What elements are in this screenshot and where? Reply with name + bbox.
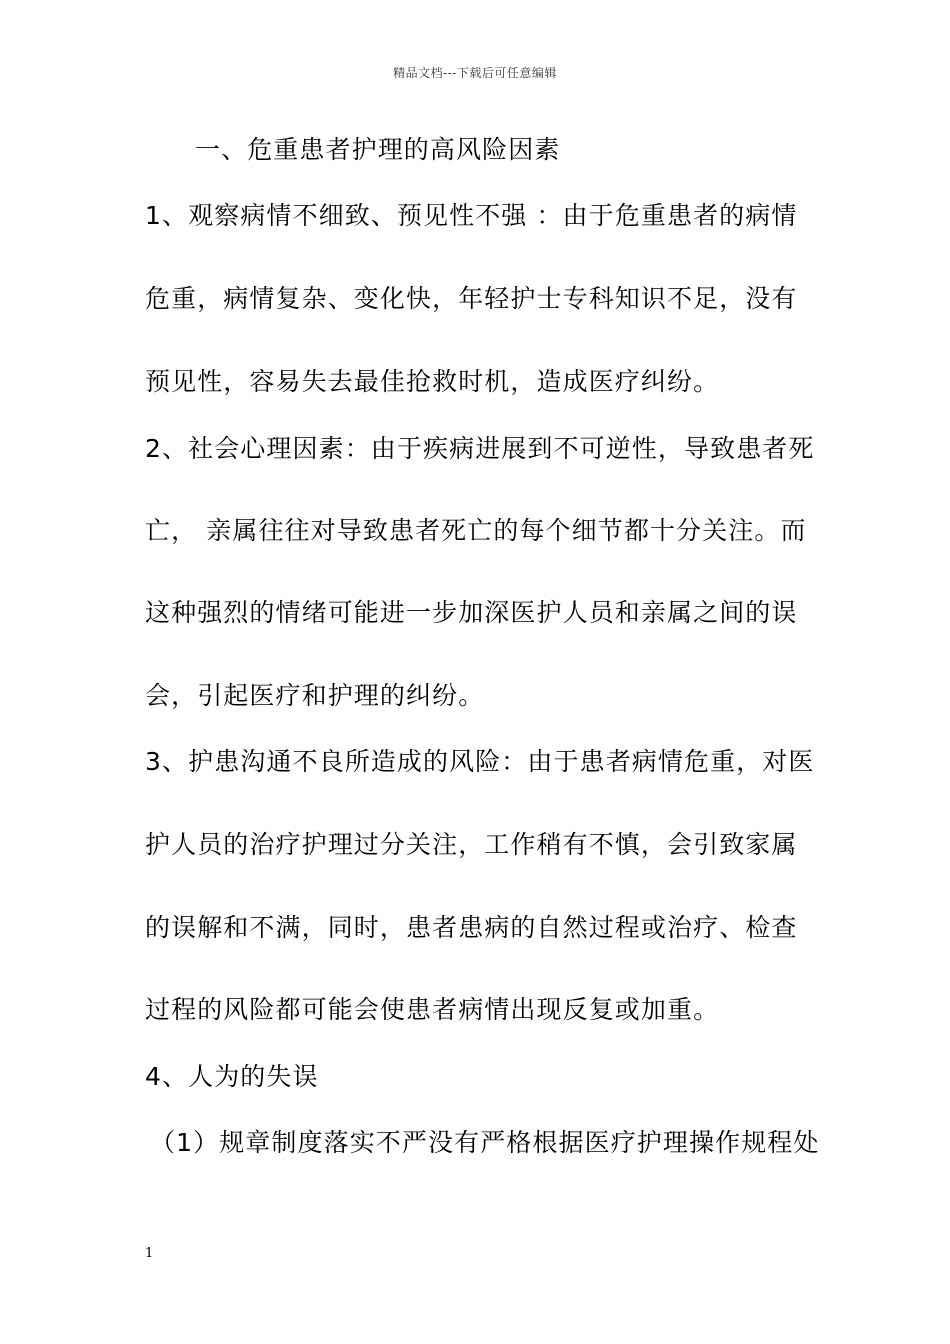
paragraph-line: 2、社会心理因素：由于疾病进展到不可逆性，导致患者死 xyxy=(145,434,815,463)
paragraph-line: 这种强烈的情绪可能进一步加深医护人员和亲属之间的误 xyxy=(145,598,798,627)
paragraph-line: 4、人为的失误 xyxy=(145,1062,319,1091)
page-header: 精品文档---下载后可任意编辑 xyxy=(393,66,557,80)
page-number: 1 xyxy=(145,1246,154,1261)
paragraph-line: 亡， 亲属往往对导致患者死亡的每个细节都十分关注。而 xyxy=(145,516,807,545)
paragraph-line: 危重，病情复杂、变化快，年轻护士专科知识不足，没有 xyxy=(145,284,798,313)
paragraph-line: 过程的风险都可能会使患者病情出现反复或加重。 xyxy=(145,995,720,1024)
paragraph-line: （1）规章制度落实不严没有严格根据医疗护理操作规程处 xyxy=(150,1128,820,1157)
paragraph-line: 的误解和不满，同时，患者患病的自然过程或治疗、检查 xyxy=(145,913,798,942)
paragraph-line: 预见性，容易失去最佳抢救时机，造成医疗纠纷。 xyxy=(145,367,720,396)
paragraph-line: 护人员的治疗护理过分关注，工作稍有不慎，会引致家属 xyxy=(145,830,798,859)
section-heading: 一、危重患者护理的高风险因素 xyxy=(195,135,561,164)
paragraph-line: 3、护患沟通不良所造成的风险：由于患者病情危重，对医 xyxy=(145,747,815,776)
paragraph-line: 1、观察病情不细致、预见性不强 ：由于危重患者的病情 xyxy=(145,201,798,230)
paragraph-line: 会，引起医疗和护理的纠纷。 xyxy=(145,681,485,710)
